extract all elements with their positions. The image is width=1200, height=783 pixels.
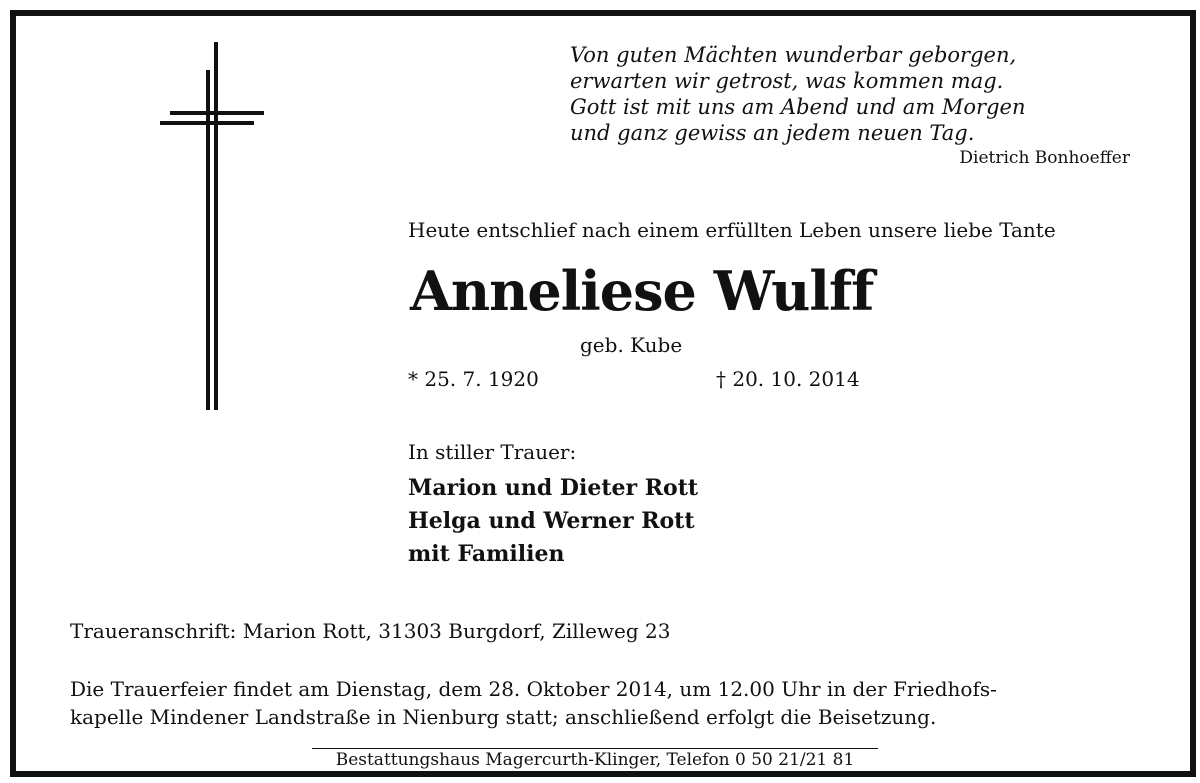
birth-date: * 25. 7. 1920 (408, 367, 539, 391)
mourner-name: Helga und Werner Rott (408, 508, 695, 534)
deceased-name: Anneliese Wulff (410, 259, 874, 323)
ceremony-line: Die Trauerfeier findet am Dienstag, dem 28. Oktober 2014, um 12.00 Uhr in der Friedhofs- (70, 677, 997, 701)
funeral-home-footer: Bestattungshaus Magercurth-Klinger, Telefon 0 50 21/21 81 (312, 748, 878, 772)
mourner-name: Marion und Dieter Rott (408, 475, 699, 501)
quote-line: Gott ist mit uns am Abend und am Morgen (570, 95, 1026, 119)
birth-name: geb. Kube (580, 333, 683, 357)
quote-line: Von guten Mächten wunderbar geborgen, (570, 43, 1017, 67)
quote-author: Dietrich Bonhoeffer (959, 148, 1130, 168)
quote-line: und ganz gewiss an jedem neuen Tag. (570, 121, 975, 145)
quote-line: erwarten wir getrost, was kommen mag. (570, 69, 1004, 93)
death-date: † 20. 10. 2014 (716, 367, 860, 391)
ceremony-line: kapelle Mindener Landstraße in Nienburg statt; anschließend erfolgt die Beisetzung. (70, 705, 937, 729)
mourning-address: Traueranschrift: Marion Rott, 31303 Burgdorf, Zilleweg 23 (70, 619, 671, 643)
intro-text: Heute entschlief nach einem erfüllten Leben unsere liebe Tante (408, 218, 1056, 242)
mourner-name: mit Familien (408, 541, 565, 567)
ceremony-text (70, 675, 1150, 731)
mourners-list (408, 472, 698, 571)
quote-block (570, 42, 1130, 146)
mourning-heading: In stiller Trauer: (408, 440, 577, 464)
